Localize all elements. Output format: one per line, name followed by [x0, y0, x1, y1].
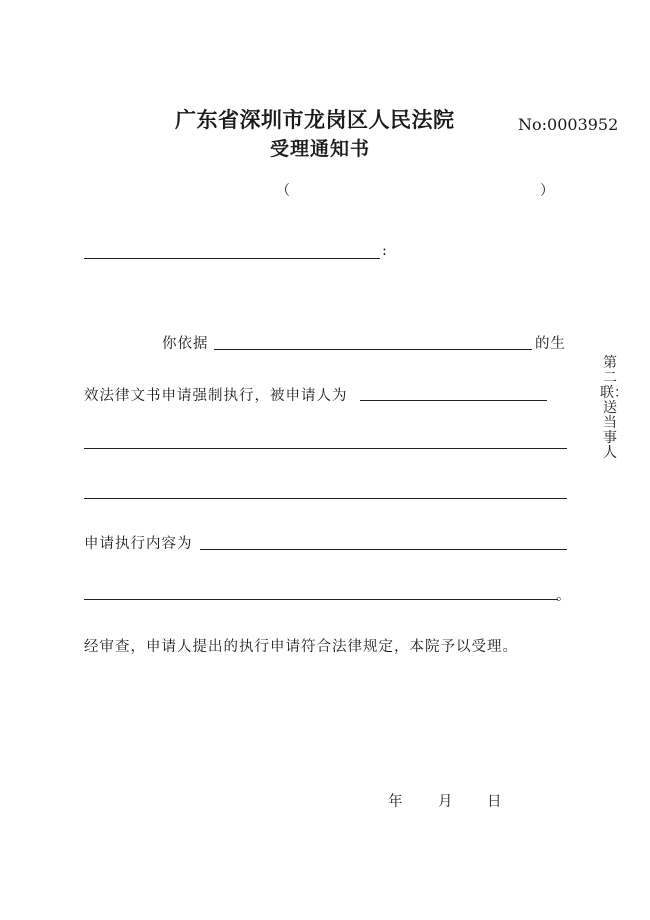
blank-line-1[interactable] [84, 448, 567, 449]
date-month: 月 [438, 794, 453, 810]
basis-line[interactable] [214, 349, 532, 350]
blank-line-2[interactable] [84, 498, 567, 499]
addressee-colon: : [382, 243, 388, 259]
line-period: 。 [556, 588, 572, 604]
enforcement-content-line[interactable] [200, 549, 567, 550]
case-number-open: （ [276, 183, 290, 199]
court-name: 广东省深圳市龙岗区人民法院 [175, 107, 455, 132]
date-day: 日 [487, 794, 502, 810]
copy-label: 第二联：送当事人 [600, 355, 628, 461]
basis-label: 你依据 [162, 336, 209, 352]
blank-line-3[interactable] [84, 599, 558, 600]
respondent-line[interactable] [360, 400, 547, 401]
addressee-line[interactable] [84, 258, 380, 259]
case-number-close: ） [540, 183, 554, 199]
respondent-label: 效法律文书申请强制执行，被申请人为 [84, 388, 348, 404]
enforcement-content-label: 申请执行内容为 [84, 536, 193, 552]
serial-number: No:0003952 [518, 115, 619, 134]
document-title: 受理通知书 [270, 138, 371, 160]
basis-suffix: 的生 [535, 336, 566, 352]
acceptance-statement: 经审查，申请人提出的执行申请符合法律规定，本院予以受理。 [84, 639, 518, 655]
date-year: 年 [388, 794, 403, 810]
